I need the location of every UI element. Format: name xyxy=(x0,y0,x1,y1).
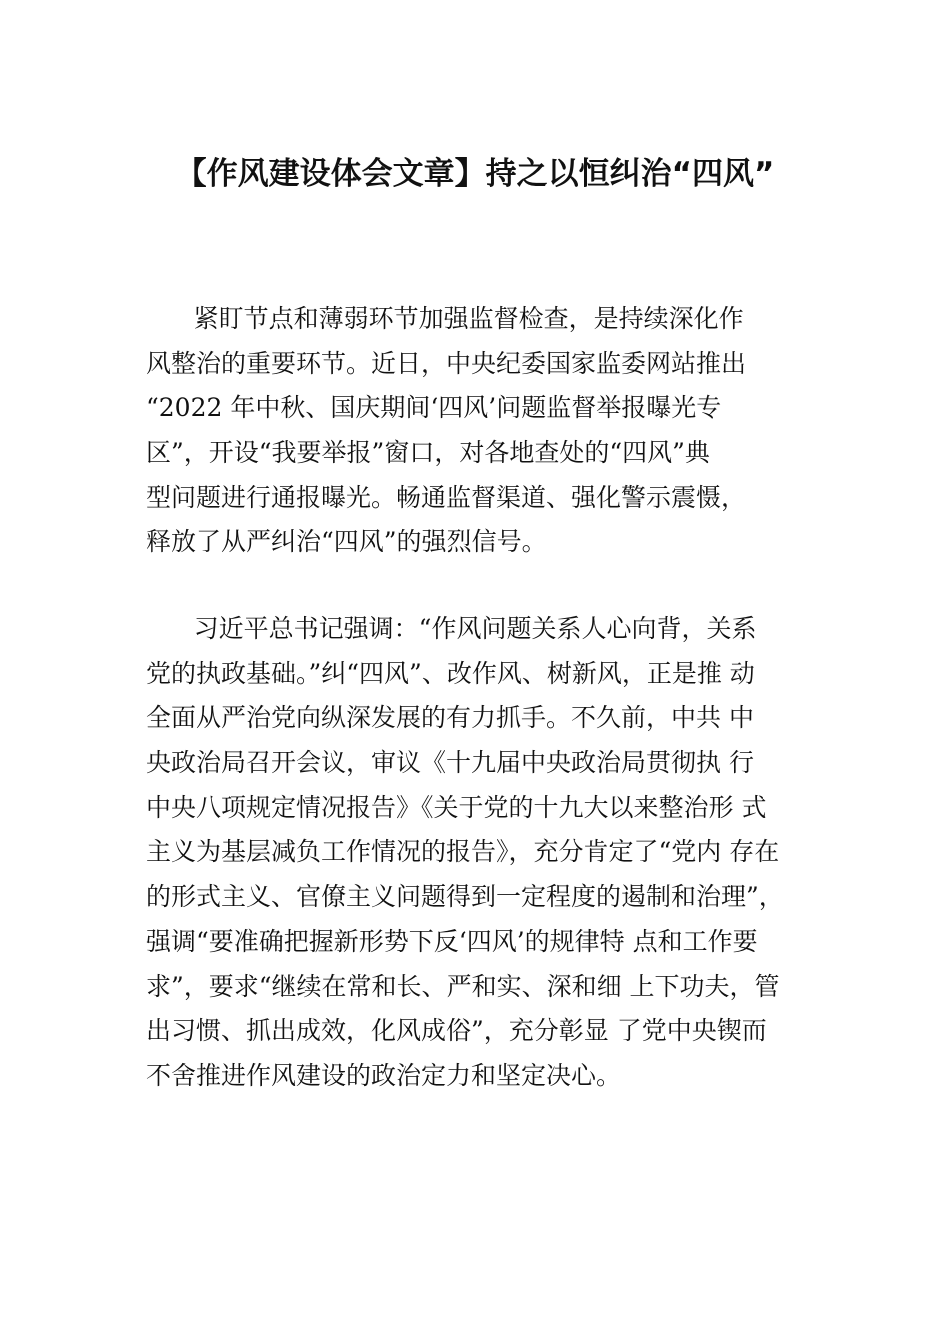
paragraph-line: 释放了从严纠治“四风”的强烈信号。 xyxy=(146,527,547,557)
paragraph-line: 不舍推进作风建设的政治定力和坚定决心。 xyxy=(146,1060,622,1090)
paragraph-line: 区”，开设“我要举报”窗口，对各地查处的“四风”典 xyxy=(146,438,710,468)
paragraph-line: 央政治局召开会议，审议《十九届中央政治局贯彻执 行 xyxy=(146,748,754,778)
paragraph-line: 求”，要求“继续在常和长、严和实、深和细 上下功夫，管 xyxy=(146,971,780,1001)
paragraph-line: 风整治的重要环节。近日，中央纪委国家监委网站推出 xyxy=(146,348,747,378)
paragraph-line: 紧盯节点和薄弱环节加强监督检查，是持续深化作 xyxy=(146,304,744,333)
paragraph-line: 党的执政基础。”纠“四风”、改作风、树新风，正是推 动 xyxy=(146,658,755,688)
paragraph-2 xyxy=(146,607,846,1099)
paragraph-line: “2022 年中秋、国庆期间‘四风’问题监督举报曝光专 xyxy=(146,393,722,423)
paragraph-line: 型问题进行通报曝光。畅通监督渠道、强化警示震慑， xyxy=(146,482,747,512)
paragraph-line: 习近平总书记强调：“作风问题关系人心向背，关系 xyxy=(146,614,757,643)
paragraph-1 xyxy=(146,297,846,565)
document-title: 【作风建设体会文章】持之以恒纠治“四风” xyxy=(175,156,775,192)
paragraph-line: 全面从严治党向纵深发展的有力抓手。不久前，中共 中 xyxy=(146,703,754,733)
paragraph-line: 主义为基层减负工作情况的报告》，充分肯定了“党内 存在 xyxy=(146,837,780,867)
paragraph-line: 出习惯、抓出成效，化风成俗”，充分彰显 了党中央锲而 xyxy=(146,1016,767,1046)
paragraph-line: 中央八项规定情况报告》《关于党的十九大以来整治形 式 xyxy=(146,792,767,822)
paragraph-line: 强调“要准确把握新形势下反‘四风’的规律特 点和工作要 xyxy=(146,926,758,956)
paragraph-line: 的形式主义、官僚主义问题得到一定程度的遏制和治理”， xyxy=(146,882,784,912)
